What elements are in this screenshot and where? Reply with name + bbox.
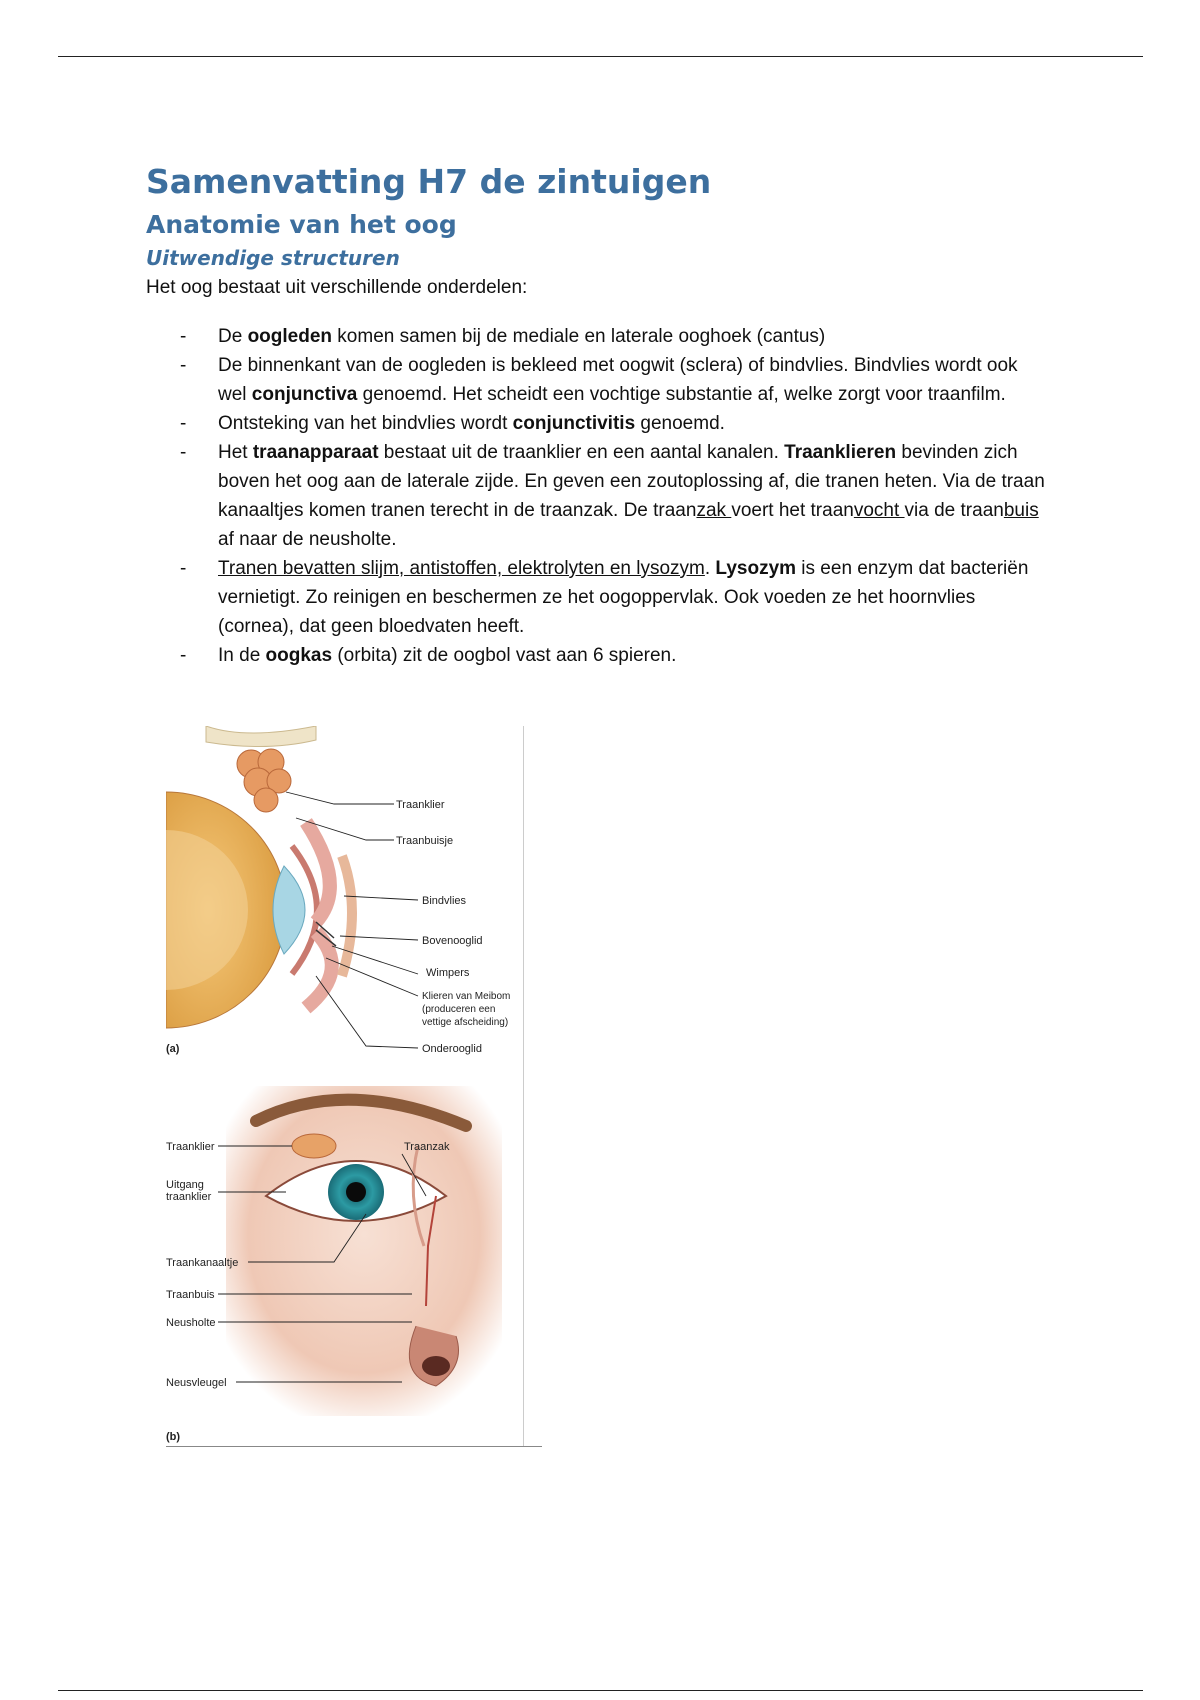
- underlined-text: vocht: [853, 500, 905, 521]
- bullet-marker: -: [180, 442, 187, 463]
- label-klieren-line2: (produceren een: [422, 1004, 496, 1015]
- list-item: [146, 409, 1046, 438]
- panel-b-tag: (b): [166, 1431, 181, 1443]
- subtitle: Anatomie van het oog: [146, 210, 457, 239]
- text-run: af naar de neusholte.: [218, 529, 397, 550]
- bullet-list: [146, 322, 1046, 670]
- page-title: Samenvatting H7 de zintuigen: [146, 162, 712, 201]
- label-traanzak: Traanzak: [404, 1141, 450, 1153]
- list-item: [146, 351, 1046, 409]
- list-item: [146, 641, 1046, 670]
- panel-b: [166, 1086, 502, 1443]
- label-traanklier-a: Traanklier: [396, 799, 445, 811]
- bullet-marker: -: [180, 558, 187, 579]
- eye-anatomy-figure: [166, 726, 542, 1448]
- list-item: [146, 438, 1046, 554]
- label-traanbuis: Traanbuis: [166, 1289, 215, 1301]
- text-run: bestaat uit de traanklier en een aantal kanalen.: [378, 442, 785, 463]
- text-run: voert het traan: [731, 500, 854, 521]
- label-uitgang-traanklier: traanklier: [166, 1191, 212, 1203]
- list-item: [146, 554, 1046, 641]
- label-klieren-line3: vettige afscheiding): [422, 1017, 509, 1028]
- underlined-text: Tranen bevatten slijm, antistoffen, elektrolyten en lysozym: [218, 558, 705, 579]
- label-bindvlies: Bindvlies: [422, 895, 467, 907]
- label-traankanaaltje: Traankanaaltje: [166, 1257, 239, 1269]
- text-run: is een enzym dat bacteriën vernietigt. Zo reinigen en beschermen ze het oogoppervlak. Ook voeden ze het hoornvlies (cornea), dat geen bloedvaten heeft.: [218, 558, 1029, 637]
- bullet-marker: -: [180, 645, 187, 666]
- header-rule: [58, 56, 1143, 57]
- label-wimpers: Wimpers: [426, 967, 470, 979]
- label-klieren-van-meibom: Klieren van Meibom: [422, 991, 511, 1002]
- bold-term: oogleden: [247, 326, 333, 347]
- bold-term: Lysozym: [715, 558, 797, 579]
- text-run: De: [218, 326, 248, 347]
- panel-a-tag: (a): [166, 1043, 180, 1055]
- label-traanbuisje: Traanbuisje: [396, 835, 454, 847]
- text-run: komen samen bij de mediale en laterale ooghoek (cantus): [332, 326, 826, 347]
- text-run: (orbita) zit de oogbol vast aan 6 spieren.: [332, 645, 677, 666]
- text-run: Ontsteking van het bindvlies wordt: [218, 413, 513, 434]
- label-uitgang: Uitgang: [166, 1179, 204, 1191]
- label-neusvleugel: Neusvleugel: [166, 1377, 227, 1389]
- figure-border: [523, 726, 524, 1446]
- text-run: .: [704, 558, 716, 579]
- text-run: bevinden zich boven het oog aan de laterale zijde. En geven een zoutoplossing af, die tranen heten. Via de traan kanaaltjes komen tranen terecht in de traanzak. De traan: [218, 442, 1045, 521]
- bullet-marker: -: [180, 413, 187, 434]
- label-neusholte: Neusholte: [166, 1317, 216, 1329]
- eye-illustration: [166, 726, 542, 1448]
- underlined-text: zak: [696, 500, 732, 521]
- bold-term: Traanklieren: [784, 442, 897, 463]
- intro-text: Het oog bestaat uit verschillende onderdelen:: [146, 277, 528, 298]
- panel-a: [166, 726, 510, 1055]
- section-heading: Uitwendige structuren: [146, 246, 400, 270]
- bullet-marker: -: [180, 326, 187, 347]
- bullet-marker: -: [180, 355, 187, 376]
- text-run: via de traan: [904, 500, 1004, 521]
- document-body: [146, 160, 1046, 670]
- bold-term: conjunctiva: [251, 384, 358, 405]
- footer-rule: [58, 1690, 1143, 1691]
- text-run: Het: [218, 442, 253, 463]
- text-run: De binnenkant van de oogleden is bekleed met oogwit (sclera) of bindvlies. Bindvlies wordt ook wel: [218, 355, 1018, 405]
- bold-term: conjunctivitis: [512, 413, 636, 434]
- label-traanklier-b: Traanklier: [166, 1141, 215, 1153]
- bold-term: oogkas: [265, 645, 333, 666]
- text-run: In de: [218, 645, 266, 666]
- list-item: [146, 322, 1046, 351]
- bold-term: traanapparaat: [252, 442, 379, 463]
- figure-bottom-rule: [166, 1446, 542, 1447]
- label-bovenooglid: Bovenooglid: [422, 935, 483, 947]
- underlined-text: buis: [1003, 500, 1039, 521]
- text-run: genoemd. Het scheidt een vochtige substantie af, welke zorgt voor traanfilm.: [357, 384, 1006, 405]
- label-onderooglid: Onderooglid: [422, 1043, 482, 1055]
- text-run: genoemd.: [635, 413, 725, 434]
